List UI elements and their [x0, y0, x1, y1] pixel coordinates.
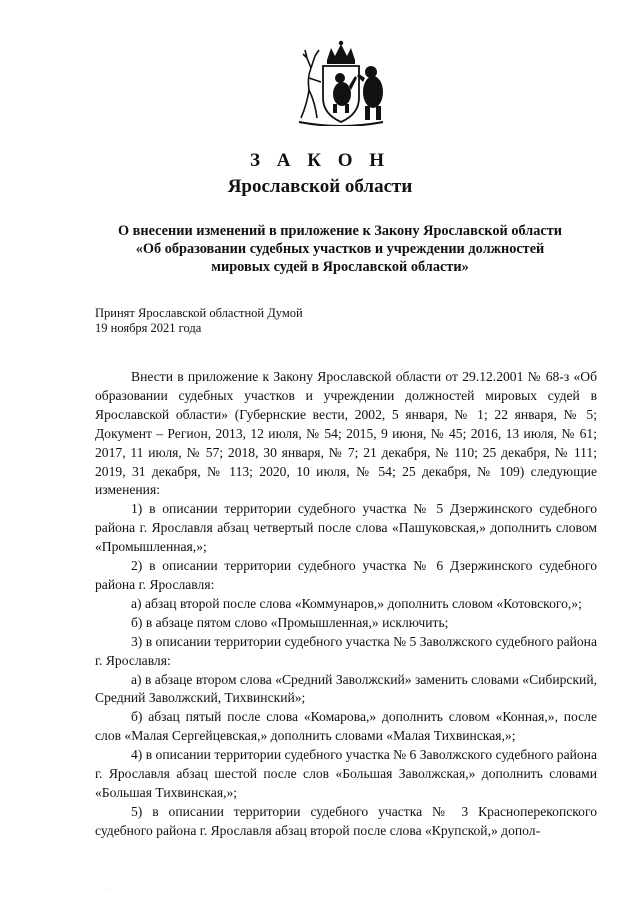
law-heading-line: «Об образовании судебных участков и учреждении должностей: [135, 241, 545, 257]
law-heading-line: мировых судей в Ярославской области»: [211, 259, 469, 275]
body-paragraph: б) абзац пятый после слова «Комарова,» дополнить словом «Конная,», после слов «Малая Сергейцевская,» дополнить словами «Малая Тихвинская,»;: [95, 709, 597, 744]
law-subtitle: Ярославской области: [227, 176, 413, 197]
law-title: З А К О Н: [249, 150, 391, 171]
body-paragraph: б) в абзаце пятом слово «Промышленная,» исключить;: [131, 614, 449, 630]
deer-supporter-icon: [301, 50, 321, 118]
law-heading-line: О внесении изменений в приложение к Закону Ярославской области: [117, 223, 563, 239]
adoption-line: Принят Ярославской областной Думой: [95, 306, 303, 320]
law-body: [95, 368, 597, 841]
law-heading: [80, 222, 600, 276]
body-paragraph: 4) в описании территории судебного участка № 6 Заволжского судебного района г. Ярославля абзац шестой после слов «Большая Заволжская,» дополнить словами «Большая Тихвинская,»;: [95, 747, 597, 800]
scan-dot: ·: [108, 886, 111, 895]
adoption-date: 19 ноября 2021 года: [95, 321, 202, 335]
body-paragraph: а) абзац второй после слова «Коммунаров,» дополнить словом «Котовского,»;: [131, 595, 582, 611]
body-paragraph: 1) в описании территории судебного участка № 5 Дзержинского судебного района г. Ярославля абзац четвертый после слова «Пашуковская,» дополнить словом «Промышленная,»;: [95, 501, 597, 555]
body-paragraph: 3) в описании территории судебного участка № 5 Заволжского судебного района г. Ярославля:: [95, 633, 597, 668]
body-paragraph: Внести в приложение к Закону Ярославской области от 29.12.2001 № 68-з «Об образовании судебных участков и учреждении должностей мировых судей в Ярославской области» (Губернские вести, 2002, 5 января, № 1; 22 января, № 5; Документ – Регион, 2013, 12 июля, № 54; 2015, 9 июня, № 45; 2016, 13 июля, № 61; 2017, 11 июля, № 57; 2018, 30 января, № 7; 21 декабря, № 110; 25 декабря, № 111; 2019, 31 декабря, № 113; 2020, 10 июля, № 54; 25 декабря, № 109) следующие изменения:: [95, 369, 597, 498]
body-paragraph: 2) в описании территории судебного участка № 6 Дзержинского судебного района г. Ярославля:: [95, 558, 597, 592]
coat-of-arms-emblem: [285, 38, 397, 126]
crown-icon: [327, 41, 355, 64]
body-paragraph: а) в абзаце втором слова «Средний Заволжский» заменить словами «Сибирский, Средний Заволжский, Тихвинский»;: [95, 671, 597, 706]
adoption-note: [95, 306, 303, 336]
body-paragraph: 5) в описании территории судебного участка № 3 Красноперекопского судебного района г. Ярославля абзац второй после слова «Крупской,» допол-: [95, 803, 597, 838]
bear-supporter-icon: [357, 66, 383, 120]
